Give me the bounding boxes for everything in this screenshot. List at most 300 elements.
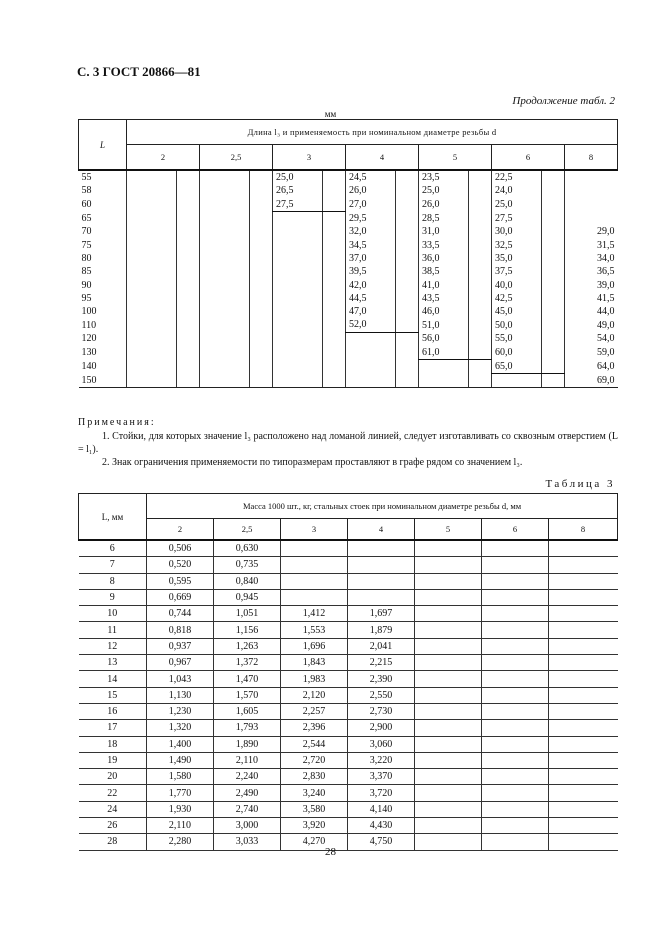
table2-value-cell — [127, 318, 177, 332]
table2-l-cell: 80 — [81, 252, 92, 264]
table2-value-cell — [346, 373, 396, 387]
note-1: 1. Стойки, для которых значение l₃ расположено над ломаной линией, следует изготавливать со сквозным отверстием (L = l₁). — [78, 431, 618, 455]
table3-row — [79, 785, 618, 801]
table3-value-cell: 1,580 — [147, 769, 214, 785]
table3-value-cell — [549, 589, 618, 605]
table3-value-cell: 1,263 — [214, 638, 281, 654]
table2-mark-cell — [250, 198, 273, 212]
table3-value-cell: 0,818 — [147, 622, 214, 638]
table2-value-cell: 59,0 — [565, 346, 618, 360]
table3-value-cell: 3,370 — [348, 769, 415, 785]
table2-mark-cell — [250, 360, 273, 374]
table2-value-cell: 41,0 — [419, 278, 469, 291]
table2-mark-cell — [396, 198, 419, 212]
table2-value-cell: 42,5 — [492, 292, 542, 305]
table2-value-cell — [273, 292, 323, 305]
table2-mark-cell — [250, 292, 273, 305]
table3-value-cell: 2,257 — [281, 703, 348, 719]
table2-mark-cell — [250, 373, 273, 387]
table3-row — [79, 638, 618, 654]
table3-value-cell: 1,890 — [214, 736, 281, 752]
table2-row — [79, 211, 618, 225]
table2-value-cell — [565, 184, 618, 197]
table3-value-cell: 2,544 — [281, 736, 348, 752]
table2-row — [79, 373, 618, 387]
table3-row — [79, 622, 618, 638]
table2-mark-cell — [177, 305, 200, 318]
table2-value-cell: 25,0 — [492, 198, 542, 212]
table3-value-cell — [482, 573, 549, 589]
table2-mark-cell — [542, 278, 565, 291]
table2-mark-cell — [323, 318, 346, 332]
table3-value-cell: 2,900 — [348, 720, 415, 736]
table2-value-cell: 24,5 — [346, 170, 396, 184]
table2-mark-cell — [177, 265, 200, 278]
table3-value-cell — [348, 589, 415, 605]
table3-l-cell: 12 — [79, 638, 147, 654]
table3-value-cell: 0,506 — [147, 540, 214, 557]
table3-value-cell: 3,240 — [281, 785, 348, 801]
table3-value-cell — [549, 752, 618, 768]
table3-l-cell: 8 — [79, 573, 147, 589]
table2-value-cell — [200, 252, 250, 265]
table2-value-cell — [492, 373, 542, 387]
table3-diameter-header: 2,5 — [214, 519, 281, 541]
table2-diameter-header: 5 — [419, 145, 492, 171]
table3-row — [79, 720, 618, 736]
table2-value-cell — [200, 346, 250, 360]
table3-row — [79, 573, 618, 589]
table3-value-cell — [482, 720, 549, 736]
table2-mark-cell — [177, 278, 200, 291]
table2-value-cell: 29,0 — [565, 225, 618, 238]
table2-mark-cell — [542, 170, 565, 184]
table2-mark-cell — [177, 238, 200, 251]
table3-value-cell: 0,595 — [147, 573, 214, 589]
table3-value-cell — [415, 573, 482, 589]
page-header: С. 3 ГОСТ 20866—81 — [77, 64, 201, 79]
table2-mark-cell — [250, 346, 273, 360]
table3-row — [79, 671, 618, 687]
table2-value-cell: 46,0 — [419, 305, 469, 318]
table2-value-cell — [200, 278, 250, 291]
table3-value-cell — [549, 638, 618, 654]
table3-value-cell — [482, 638, 549, 654]
table2-mark-cell — [469, 278, 492, 291]
table2-mark-cell — [177, 184, 200, 197]
table2-value-cell: 52,0 — [346, 318, 396, 332]
table3-diameter-header: 8 — [549, 519, 618, 541]
table2-value-cell: 37,5 — [492, 265, 542, 278]
table2-value-cell: 39,0 — [565, 278, 618, 291]
table3-value-cell: 0,945 — [214, 589, 281, 605]
table2-value-cell: 35,0 — [492, 252, 542, 265]
table3-value-cell — [482, 589, 549, 605]
table3-value-cell — [415, 769, 482, 785]
table3-l-cell: 19 — [79, 752, 147, 768]
table2-l-cell: 60 — [81, 198, 92, 210]
table2-diameter-header: 6 — [492, 145, 565, 171]
table2-value-cell — [200, 373, 250, 387]
table3-value-cell — [549, 801, 618, 817]
table2-row — [79, 225, 618, 238]
table3-span-header: Масса 1000 шт., кг, стальных стоек при номинальном диаметре резьбы d, мм — [147, 494, 618, 519]
table2-l-header: L — [79, 120, 127, 171]
table2-value-cell: 65,0 — [492, 360, 542, 374]
table3-value-cell — [482, 655, 549, 671]
table2-value-cell: 27,5 — [273, 198, 323, 212]
table3-value-cell: 3,060 — [348, 736, 415, 752]
table2-value-cell: 41,5 — [565, 292, 618, 305]
table2-mark-cell — [323, 292, 346, 305]
table2-l-cell: 55 — [79, 170, 127, 184]
table2-value-cell: 44,0 — [565, 305, 618, 318]
table3-value-cell: 3,220 — [348, 752, 415, 768]
table3-l-cell: 6 — [79, 540, 147, 557]
table2-mark-cell — [250, 184, 273, 197]
table2-mark-cell — [396, 170, 419, 184]
table3-l-cell: 14 — [79, 671, 147, 687]
table3-value-cell: 1,400 — [147, 736, 214, 752]
table2-l-cell: 70 — [81, 226, 92, 238]
table2-mark-cell — [250, 318, 273, 332]
table2-row — [79, 265, 618, 278]
table2-value-cell: 32,5 — [492, 238, 542, 251]
table2-value-cell — [127, 198, 177, 212]
table2-value-cell — [565, 170, 618, 184]
table2-mark-cell — [323, 360, 346, 374]
table2-mark-cell — [542, 252, 565, 265]
table2-value-cell — [200, 225, 250, 238]
table3-value-cell: 1,490 — [147, 752, 214, 768]
table2-mark-cell — [177, 360, 200, 374]
table3-caption: Таблица 3 — [545, 478, 615, 490]
table3-value-cell: 1,043 — [147, 671, 214, 687]
table2-mark-cell — [469, 225, 492, 238]
table2-mark-cell — [323, 225, 346, 238]
table3-value-cell: 2,110 — [147, 818, 214, 834]
table3-row — [79, 589, 618, 605]
table3-value-cell — [482, 606, 549, 622]
table3-value-cell — [549, 557, 618, 573]
table2-value-cell: 29,5 — [346, 211, 396, 225]
table2-l-cell: 95 — [81, 292, 92, 304]
table2-mark-cell — [542, 238, 565, 251]
table2-value-cell — [127, 278, 177, 291]
table2-mark-cell — [542, 225, 565, 238]
table3-value-cell: 0,744 — [147, 606, 214, 622]
table3-row — [79, 557, 618, 573]
table3-value-cell — [549, 818, 618, 834]
table2-value-cell: 39,5 — [346, 265, 396, 278]
table2-value-cell — [273, 305, 323, 318]
table3-value-cell — [482, 818, 549, 834]
table2-value-cell: 27,5 — [492, 211, 542, 225]
table2-l-cell: 75 — [81, 239, 92, 251]
table3-value-cell: 0,967 — [147, 655, 214, 671]
table3-value-cell — [415, 801, 482, 817]
table3-value-cell: 1,696 — [281, 638, 348, 654]
table2-mark-cell — [396, 265, 419, 278]
table2-mark-cell — [177, 332, 200, 346]
table3-value-cell: 2,240 — [214, 769, 281, 785]
table2-value-cell: 60,0 — [492, 346, 542, 360]
table2-value-cell — [273, 238, 323, 251]
table2-mark-cell — [250, 238, 273, 251]
table2-l-cell: 85 — [81, 266, 92, 278]
table3-value-cell: 2,280 — [147, 834, 214, 850]
table2-value-cell — [127, 346, 177, 360]
table2-row — [79, 318, 618, 332]
table2-value-cell: 24,0 — [492, 184, 542, 197]
table2-mark-cell — [323, 211, 346, 225]
table2-value-cell: 38,5 — [419, 265, 469, 278]
table2-value-cell — [200, 184, 250, 197]
table2-value-cell: 22,5 — [492, 170, 542, 184]
table3-value-cell: 2,041 — [348, 638, 415, 654]
table3-value-cell — [549, 720, 618, 736]
table2-value-cell: 32,0 — [346, 225, 396, 238]
table2-l-cell: 58 — [81, 185, 92, 197]
notes — [78, 416, 618, 469]
table2-row — [79, 278, 618, 291]
table2-mark-cell — [469, 318, 492, 332]
table3-value-cell — [482, 671, 549, 687]
table2-mark-cell — [323, 346, 346, 360]
table3-value-cell — [415, 671, 482, 687]
table3-row — [79, 736, 618, 752]
table3-row — [79, 540, 618, 557]
table2-value-cell — [200, 238, 250, 251]
table3-value-cell — [549, 606, 618, 622]
table2-value-cell: 23,5 — [419, 170, 469, 184]
table2-mark-cell — [469, 305, 492, 318]
table2-mark-cell — [177, 252, 200, 265]
table3-value-cell: 1,156 — [214, 622, 281, 638]
table2-mark-cell — [323, 184, 346, 197]
table3-value-cell: 3,580 — [281, 801, 348, 817]
table2-value-cell: 45,0 — [492, 305, 542, 318]
table2-l-cell: 100 — [81, 306, 97, 318]
table3-value-cell: 2,215 — [348, 655, 415, 671]
table3-row — [79, 801, 618, 817]
table2-value-cell: 42,0 — [346, 278, 396, 291]
table2-mark-cell — [469, 332, 492, 346]
table3-value-cell — [482, 769, 549, 785]
table2-mark-cell — [469, 360, 492, 374]
table3-l-cell: 11 — [79, 622, 147, 638]
table2-mark-cell — [323, 265, 346, 278]
table2-diameter-header: 4 — [346, 145, 419, 171]
table3-value-cell — [415, 622, 482, 638]
table3-value-cell — [549, 769, 618, 785]
table2-mark-cell — [250, 252, 273, 265]
table2-mark-cell — [396, 292, 419, 305]
table3-value-cell: 1,770 — [147, 785, 214, 801]
table3-value-cell: 1,470 — [214, 671, 281, 687]
table2-l-cell: 120 — [81, 333, 97, 345]
table3-value-cell: 1,983 — [281, 671, 348, 687]
table2-value-cell: 56,0 — [419, 332, 469, 346]
table2-value-cell: 31,5 — [565, 238, 618, 251]
table3-l-cell: 26 — [79, 818, 147, 834]
table2-value-cell: 36,5 — [565, 265, 618, 278]
table2-value-cell — [127, 170, 177, 184]
table2-mark-cell — [542, 305, 565, 318]
table2-value-cell — [200, 198, 250, 212]
table2-value-cell — [127, 360, 177, 374]
notes-title: Примечания: — [78, 417, 156, 428]
table3 — [78, 493, 618, 851]
table2-mark-cell — [469, 184, 492, 197]
table3-value-cell: 1,372 — [214, 655, 281, 671]
table2-mark-cell — [469, 198, 492, 212]
table2 — [78, 119, 618, 388]
table2-mark-cell — [396, 278, 419, 291]
table3-diameter-header: 2 — [147, 519, 214, 541]
table2-mark-cell — [396, 211, 419, 225]
table2-value-cell — [127, 292, 177, 305]
table3-value-cell: 0,840 — [214, 573, 281, 589]
table2-value-cell — [273, 225, 323, 238]
table3-l-cell: 15 — [79, 687, 147, 703]
table2-continuation-label: Продолжение табл. 2 — [512, 95, 615, 107]
table3-value-cell — [415, 606, 482, 622]
table3-value-cell — [415, 720, 482, 736]
table2-unit: мм — [324, 109, 337, 119]
table3-value-cell — [348, 573, 415, 589]
table2-mark-cell — [177, 211, 200, 225]
table2-value-cell: 34,5 — [346, 238, 396, 251]
table2-diameter-header: 2 — [127, 145, 200, 171]
table3-value-cell — [482, 785, 549, 801]
table3-value-cell — [549, 687, 618, 703]
table2-l-cell: 110 — [81, 319, 97, 331]
table2-mark-cell — [250, 225, 273, 238]
table3-value-cell — [415, 655, 482, 671]
note-2: 2. Знак ограничения применяемости по типоразмерам проставляют в графе рядом со значением l₃. — [102, 457, 523, 468]
table3-value-cell: 2,740 — [214, 801, 281, 817]
table2-value-cell — [200, 360, 250, 374]
table2-value-cell — [127, 211, 177, 225]
table3-value-cell — [549, 655, 618, 671]
table2-mark-cell — [177, 373, 200, 387]
table2-mark-cell — [250, 332, 273, 346]
table3-row — [79, 606, 618, 622]
table2-mark-cell — [250, 265, 273, 278]
table2-row — [79, 252, 618, 265]
table3-value-cell — [549, 622, 618, 638]
table2-value-cell — [273, 318, 323, 332]
table2-value-cell: 61,0 — [419, 346, 469, 360]
table3-value-cell — [549, 573, 618, 589]
table2-value-cell — [127, 238, 177, 251]
table3-value-cell: 1,793 — [214, 720, 281, 736]
table2-value-cell: 25,0 — [273, 170, 323, 184]
table2-mark-cell — [396, 318, 419, 332]
table2-mark-cell — [177, 170, 200, 184]
table3-value-cell — [415, 785, 482, 801]
table3-value-cell — [549, 671, 618, 687]
table3-diameter-header: 6 — [482, 519, 549, 541]
table3-value-cell: 1,320 — [147, 720, 214, 736]
table2-mark-cell — [250, 170, 273, 184]
table2-value-cell: 55,0 — [492, 332, 542, 346]
table3-value-cell — [549, 703, 618, 719]
table3-l-cell: 24 — [79, 801, 147, 817]
table3-value-cell: 3,000 — [214, 818, 281, 834]
table3-row — [79, 703, 618, 719]
table3-value-cell — [415, 703, 482, 719]
table2-mark-cell — [250, 278, 273, 291]
table2-mark-cell — [323, 278, 346, 291]
table2-mark-cell — [323, 332, 346, 346]
table2-mark-cell — [469, 238, 492, 251]
table2-mark-cell — [177, 198, 200, 212]
table2-mark-cell — [469, 373, 492, 387]
table2-value-cell — [127, 225, 177, 238]
table2-value-cell: 34,0 — [565, 252, 618, 265]
table3-l-cell: 7 — [79, 557, 147, 573]
table2-value-cell — [419, 360, 469, 374]
table2-value-cell — [419, 373, 469, 387]
table3-diameter-header: 3 — [281, 519, 348, 541]
table2-l-cell: 130 — [81, 347, 97, 359]
table2-row — [79, 170, 618, 184]
table3-value-cell — [549, 785, 618, 801]
table3-value-cell — [482, 557, 549, 573]
table2-value-cell: 28,5 — [419, 211, 469, 225]
table2-mark-cell — [542, 184, 565, 197]
table3-diameter-header: 4 — [348, 519, 415, 541]
table3-value-cell — [415, 557, 482, 573]
table2-mark-cell — [542, 198, 565, 212]
table3-value-cell: 1,930 — [147, 801, 214, 817]
table3-row — [79, 687, 618, 703]
table3-value-cell: 2,110 — [214, 752, 281, 768]
table3-value-cell: 2,490 — [214, 785, 281, 801]
table2-value-cell: 33,5 — [419, 238, 469, 251]
table3-l-cell: 13 — [79, 655, 147, 671]
table2-mark-cell — [542, 360, 565, 374]
table2-row — [79, 346, 618, 360]
table3-value-cell — [482, 736, 549, 752]
table2-value-cell: 64,0 — [565, 360, 618, 374]
table2-row — [79, 198, 618, 212]
table2-value-cell: 26,5 — [273, 184, 323, 197]
table2-mark-cell — [177, 346, 200, 360]
table3-l-cell: 28 — [79, 834, 147, 850]
table2-value-cell: 54,0 — [565, 332, 618, 346]
table2-value-cell — [346, 360, 396, 374]
table2-mark-cell — [177, 225, 200, 238]
table2-mark-cell — [396, 305, 419, 318]
table2-mark-cell — [396, 332, 419, 346]
table3-value-cell — [482, 687, 549, 703]
table2-mark-cell — [323, 305, 346, 318]
table3-value-cell: 2,730 — [348, 703, 415, 719]
table2-mark-cell — [542, 211, 565, 225]
table3-value-cell: 1,570 — [214, 687, 281, 703]
table3-row — [79, 655, 618, 671]
table2-value-cell — [273, 265, 323, 278]
table3-l-cell: 20 — [79, 769, 147, 785]
table2-mark-cell — [396, 252, 419, 265]
table2-l-cell: 90 — [81, 279, 92, 291]
table3-l-cell: 9 — [79, 589, 147, 605]
table3-value-cell — [415, 736, 482, 752]
table3-value-cell — [415, 638, 482, 654]
